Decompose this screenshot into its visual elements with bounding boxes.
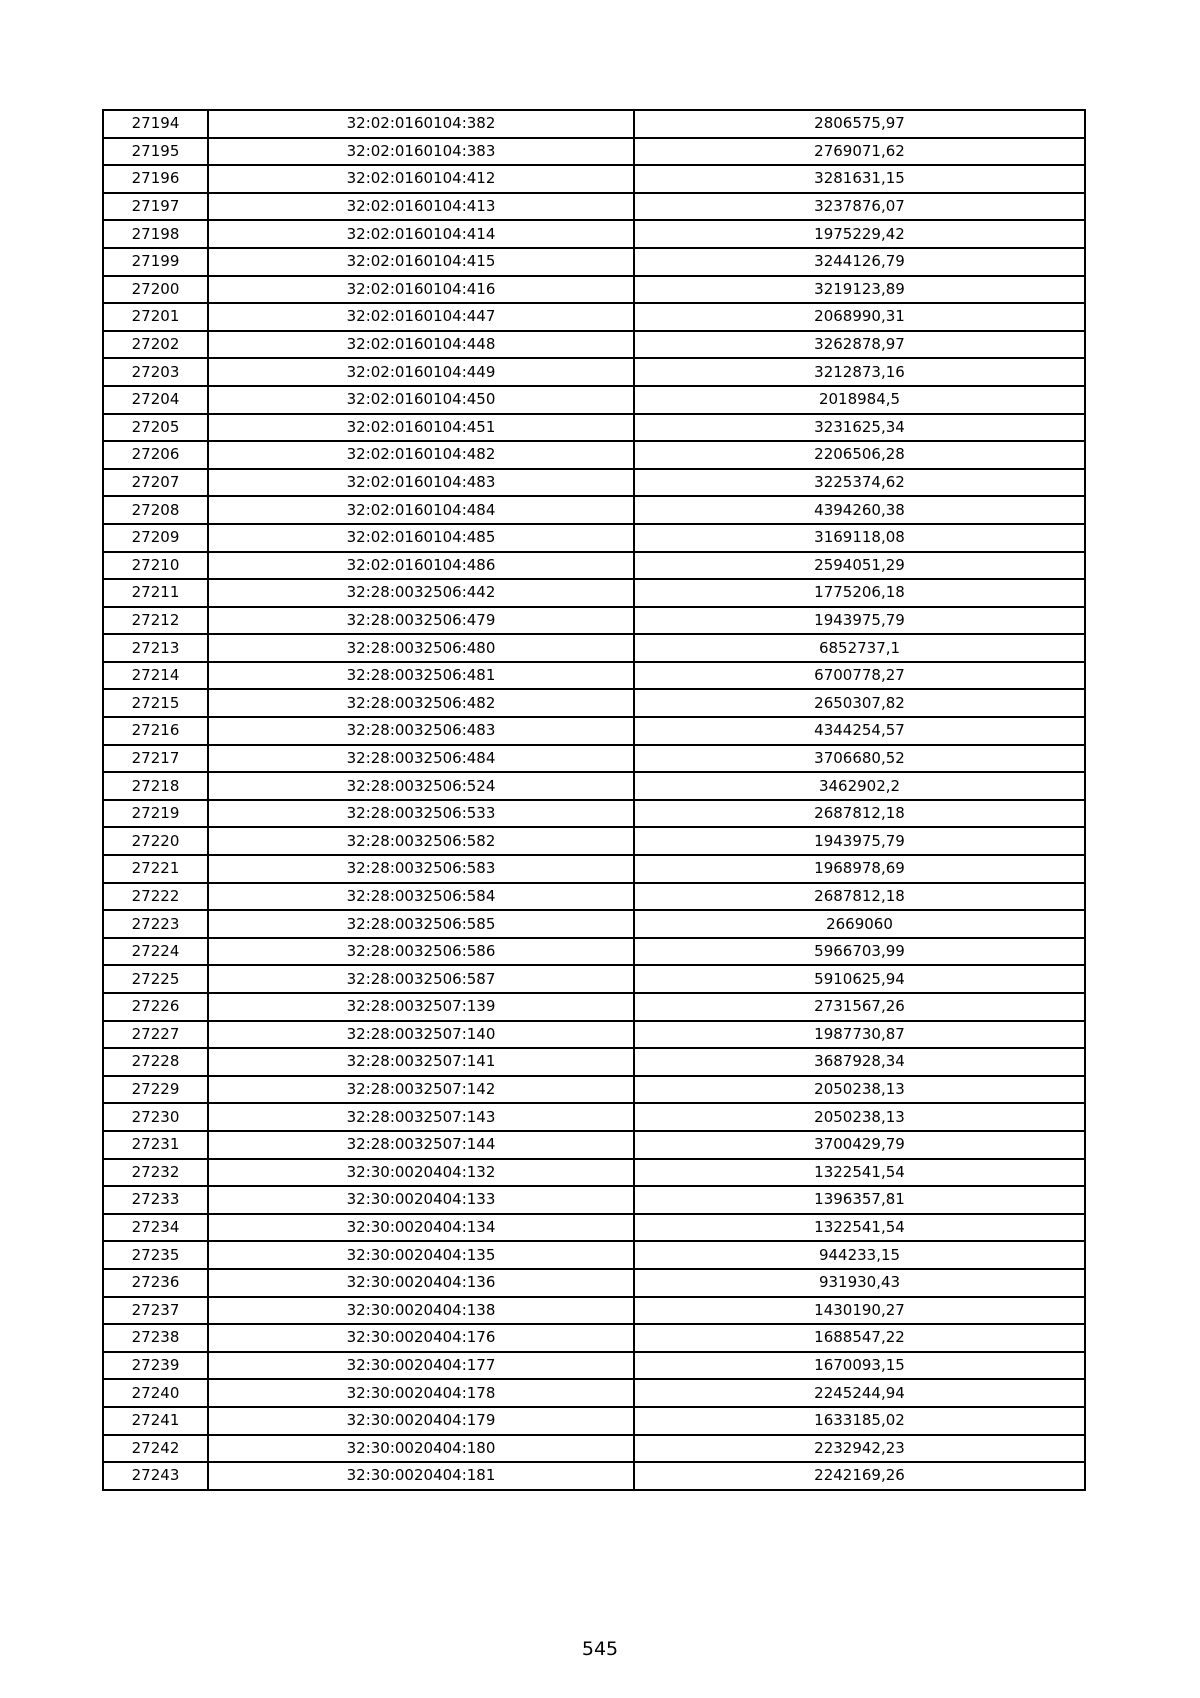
- table-row: [103, 1048, 1085, 1076]
- cadastral-value-cell: 2731567,26: [634, 993, 1085, 1021]
- cadastral-value-cell: 6700778,27: [634, 662, 1085, 690]
- row-number-cell: 27201: [103, 303, 208, 331]
- cadastral-number-cell: 32:30:0020404:176: [208, 1324, 634, 1352]
- cadastral-number-cell: 32:02:0160104:413: [208, 193, 634, 221]
- cadastral-value-cell: 4344254,57: [634, 717, 1085, 745]
- table-row: [103, 689, 1085, 717]
- table-row: [103, 552, 1085, 580]
- cadastral-value-cell: 2687812,18: [634, 883, 1085, 911]
- cadastral-number-cell: 32:28:0032507:142: [208, 1076, 634, 1104]
- cadastral-number-cell: 32:28:0032506:582: [208, 827, 634, 855]
- table-row: [103, 138, 1085, 166]
- row-number-cell: 27209: [103, 524, 208, 552]
- row-number-cell: 27240: [103, 1379, 208, 1407]
- table-row: [103, 938, 1085, 966]
- table-row: [103, 1324, 1085, 1352]
- table-row: [103, 1186, 1085, 1214]
- cadastral-number-cell: 32:28:0032507:141: [208, 1048, 634, 1076]
- cadastral-number-cell: 32:28:0032506:480: [208, 634, 634, 662]
- row-number-cell: 27228: [103, 1048, 208, 1076]
- cadastral-value-cell: 1688547,22: [634, 1324, 1085, 1352]
- row-number-cell: 27232: [103, 1159, 208, 1187]
- row-number-cell: 27224: [103, 938, 208, 966]
- row-number-cell: 27211: [103, 579, 208, 607]
- row-number-cell: 27233: [103, 1186, 208, 1214]
- cadastral-value-cell: 2594051,29: [634, 552, 1085, 580]
- cadastral-value-cell: 3212873,16: [634, 358, 1085, 386]
- row-number-cell: 27234: [103, 1214, 208, 1242]
- cadastral-value-cell: 1670093,15: [634, 1352, 1085, 1380]
- cadastral-value-table: [102, 109, 1086, 1491]
- cadastral-value-cell: 5910625,94: [634, 965, 1085, 993]
- cadastral-value-cell: 4394260,38: [634, 496, 1085, 524]
- cadastral-number-cell: 32:02:0160104:450: [208, 386, 634, 414]
- cadastral-number-cell: 32:02:0160104:451: [208, 414, 634, 442]
- table-row: [103, 883, 1085, 911]
- table-row: [103, 248, 1085, 276]
- cadastral-value-cell: 6852737,1: [634, 634, 1085, 662]
- cadastral-number-cell: 32:30:0020404:132: [208, 1159, 634, 1187]
- table-row: [103, 414, 1085, 442]
- cadastral-number-cell: 32:28:0032507:140: [208, 1021, 634, 1049]
- row-number-cell: 27238: [103, 1324, 208, 1352]
- cadastral-value-cell: 1975229,42: [634, 220, 1085, 248]
- cadastral-number-cell: 32:30:0020404:180: [208, 1435, 634, 1463]
- cadastral-value-cell: 3706680,52: [634, 745, 1085, 773]
- table-row: [103, 524, 1085, 552]
- cadastral-number-cell: 32:02:0160104:416: [208, 276, 634, 304]
- cadastral-number-cell: 32:28:0032506:585: [208, 910, 634, 938]
- table-row: [103, 1103, 1085, 1131]
- cadastral-number-cell: 32:30:0020404:178: [208, 1379, 634, 1407]
- cadastral-number-cell: 32:30:0020404:179: [208, 1407, 634, 1435]
- row-number-cell: 27210: [103, 552, 208, 580]
- row-number-cell: 27221: [103, 855, 208, 883]
- cadastral-number-cell: 32:02:0160104:383: [208, 138, 634, 166]
- row-number-cell: 27204: [103, 386, 208, 414]
- row-number-cell: 27229: [103, 1076, 208, 1104]
- table-row: [103, 220, 1085, 248]
- table-row: [103, 607, 1085, 635]
- row-number-cell: 27194: [103, 110, 208, 138]
- cadastral-value-cell: 1430190,27: [634, 1297, 1085, 1325]
- cadastral-value-cell: 3237876,07: [634, 193, 1085, 221]
- cadastral-number-cell: 32:02:0160104:447: [208, 303, 634, 331]
- cadastral-value-cell: 1943975,79: [634, 607, 1085, 635]
- row-number-cell: 27200: [103, 276, 208, 304]
- row-number-cell: 27203: [103, 358, 208, 386]
- cadastral-value-cell: 1322541,54: [634, 1214, 1085, 1242]
- cadastral-number-cell: 32:28:0032506:481: [208, 662, 634, 690]
- cadastral-number-cell: 32:30:0020404:135: [208, 1241, 634, 1269]
- cadastral-number-cell: 32:02:0160104:485: [208, 524, 634, 552]
- row-number-cell: 27236: [103, 1269, 208, 1297]
- cadastral-number-cell: 32:28:0032506:484: [208, 745, 634, 773]
- cadastral-value-cell: 2232942,23: [634, 1435, 1085, 1463]
- table-body: [103, 110, 1085, 1490]
- table-row: [103, 1297, 1085, 1325]
- table-row: [103, 276, 1085, 304]
- table-row: [103, 634, 1085, 662]
- cadastral-number-cell: 32:28:0032507:144: [208, 1131, 634, 1159]
- cadastral-value-cell: 2050238,13: [634, 1076, 1085, 1104]
- row-number-cell: 27207: [103, 469, 208, 497]
- cadastral-number-cell: 32:28:0032506:584: [208, 883, 634, 911]
- table-row: [103, 110, 1085, 138]
- cadastral-value-cell: 1987730,87: [634, 1021, 1085, 1049]
- row-number-cell: 27202: [103, 331, 208, 359]
- cadastral-value-cell: 1396357,81: [634, 1186, 1085, 1214]
- cadastral-number-cell: 32:28:0032506:442: [208, 579, 634, 607]
- cadastral-value-cell: 1633185,02: [634, 1407, 1085, 1435]
- table-row: [103, 496, 1085, 524]
- table-row: [103, 855, 1085, 883]
- cadastral-value-cell: 3231625,34: [634, 414, 1085, 442]
- row-number-cell: 27208: [103, 496, 208, 524]
- row-number-cell: 27243: [103, 1462, 208, 1490]
- cadastral-number-cell: 32:02:0160104:448: [208, 331, 634, 359]
- row-number-cell: 27199: [103, 248, 208, 276]
- cadastral-value-cell: 2669060: [634, 910, 1085, 938]
- cadastral-number-cell: 32:30:0020404:134: [208, 1214, 634, 1242]
- cadastral-number-cell: 32:28:0032506:524: [208, 772, 634, 800]
- row-number-cell: 27219: [103, 800, 208, 828]
- row-number-cell: 27216: [103, 717, 208, 745]
- cadastral-number-cell: 32:02:0160104:414: [208, 220, 634, 248]
- row-number-cell: 27237: [103, 1297, 208, 1325]
- cadastral-number-cell: 32:28:0032506:587: [208, 965, 634, 993]
- cadastral-value-cell: 2068990,31: [634, 303, 1085, 331]
- table-row: [103, 1214, 1085, 1242]
- cadastral-value-cell: 1775206,18: [634, 579, 1085, 607]
- cadastral-value-cell: 1968978,69: [634, 855, 1085, 883]
- cadastral-number-cell: 32:02:0160104:412: [208, 165, 634, 193]
- row-number-cell: 27215: [103, 689, 208, 717]
- row-number-cell: 27222: [103, 883, 208, 911]
- cadastral-value-cell: 3281631,15: [634, 165, 1085, 193]
- table-row: [103, 1462, 1085, 1490]
- cadastral-number-cell: 32:02:0160104:484: [208, 496, 634, 524]
- cadastral-number-cell: 32:02:0160104:415: [208, 248, 634, 276]
- table-row: [103, 331, 1085, 359]
- table-row: [103, 1269, 1085, 1297]
- page-number: 545: [581, 1638, 619, 1660]
- row-number-cell: 27241: [103, 1407, 208, 1435]
- cadastral-value-cell: 931930,43: [634, 1269, 1085, 1297]
- cadastral-value-cell: 2206506,28: [634, 441, 1085, 469]
- cadastral-number-cell: 32:28:0032506:586: [208, 938, 634, 966]
- table-row: [103, 772, 1085, 800]
- table-row: [103, 1076, 1085, 1104]
- cadastral-value-cell: 2245244,94: [634, 1379, 1085, 1407]
- row-number-cell: 27230: [103, 1103, 208, 1131]
- cadastral-value-cell: 1322541,54: [634, 1159, 1085, 1187]
- table-row: [103, 1407, 1085, 1435]
- table-row: [103, 1379, 1085, 1407]
- table-row: [103, 827, 1085, 855]
- cadastral-value-cell: 3169118,08: [634, 524, 1085, 552]
- cadastral-value-cell: 1943975,79: [634, 827, 1085, 855]
- row-number-cell: 27213: [103, 634, 208, 662]
- table-row: [103, 910, 1085, 938]
- row-number-cell: 27212: [103, 607, 208, 635]
- table-row: [103, 745, 1085, 773]
- cadastral-value-cell: 5966703,99: [634, 938, 1085, 966]
- cadastral-value-cell: 3462902,2: [634, 772, 1085, 800]
- table-row: [103, 1241, 1085, 1269]
- row-number-cell: 27231: [103, 1131, 208, 1159]
- table-row: [103, 579, 1085, 607]
- table-row: [103, 358, 1085, 386]
- row-number-cell: 27227: [103, 1021, 208, 1049]
- cadastral-value-cell: 3262878,97: [634, 331, 1085, 359]
- cadastral-number-cell: 32:02:0160104:482: [208, 441, 634, 469]
- cadastral-number-cell: 32:02:0160104:483: [208, 469, 634, 497]
- table-row: [103, 800, 1085, 828]
- row-number-cell: 27197: [103, 193, 208, 221]
- table-row: [103, 441, 1085, 469]
- table-row: [103, 193, 1085, 221]
- row-number-cell: 27214: [103, 662, 208, 690]
- cadastral-number-cell: 32:30:0020404:181: [208, 1462, 634, 1490]
- cadastral-value-cell: 3225374,62: [634, 469, 1085, 497]
- table-row: [103, 386, 1085, 414]
- table-row: [103, 1159, 1085, 1187]
- cadastral-number-cell: 32:02:0160104:382: [208, 110, 634, 138]
- row-number-cell: 27205: [103, 414, 208, 442]
- cadastral-number-cell: 32:28:0032506:583: [208, 855, 634, 883]
- cadastral-number-cell: 32:28:0032506:483: [208, 717, 634, 745]
- cadastral-number-cell: 32:28:0032507:139: [208, 993, 634, 1021]
- cadastral-value-cell: 2806575,97: [634, 110, 1085, 138]
- cadastral-number-cell: 32:28:0032506:533: [208, 800, 634, 828]
- row-number-cell: 27235: [103, 1241, 208, 1269]
- table-row: [103, 662, 1085, 690]
- cadastral-value-cell: 2050238,13: [634, 1103, 1085, 1131]
- table-row: [103, 965, 1085, 993]
- cadastral-value-cell: 3700429,79: [634, 1131, 1085, 1159]
- row-number-cell: 27217: [103, 745, 208, 773]
- cadastral-number-cell: 32:30:0020404:177: [208, 1352, 634, 1380]
- row-number-cell: 27225: [103, 965, 208, 993]
- table-row: [103, 1352, 1085, 1380]
- cadastral-value-cell: 3244126,79: [634, 248, 1085, 276]
- table-row: [103, 1435, 1085, 1463]
- cadastral-value-cell: 2650307,82: [634, 689, 1085, 717]
- cadastral-value-cell: 2242169,26: [634, 1462, 1085, 1490]
- cadastral-number-cell: 32:28:0032506:479: [208, 607, 634, 635]
- cadastral-value-cell: 2018984,5: [634, 386, 1085, 414]
- cadastral-number-cell: 32:28:0032506:482: [208, 689, 634, 717]
- table-row: [103, 993, 1085, 1021]
- row-number-cell: 27239: [103, 1352, 208, 1380]
- table-row: [103, 1021, 1085, 1049]
- table-row: [103, 303, 1085, 331]
- row-number-cell: 27242: [103, 1435, 208, 1463]
- row-number-cell: 27220: [103, 827, 208, 855]
- cadastral-number-cell: 32:30:0020404:138: [208, 1297, 634, 1325]
- row-number-cell: 27223: [103, 910, 208, 938]
- row-number-cell: 27196: [103, 165, 208, 193]
- cadastral-value-cell: 944233,15: [634, 1241, 1085, 1269]
- cadastral-value-cell: 2769071,62: [634, 138, 1085, 166]
- cadastral-value-cell: 3219123,89: [634, 276, 1085, 304]
- cadastral-value-cell: 2687812,18: [634, 800, 1085, 828]
- cadastral-number-cell: 32:28:0032507:143: [208, 1103, 634, 1131]
- cadastral-number-cell: 32:02:0160104:486: [208, 552, 634, 580]
- row-number-cell: 27198: [103, 220, 208, 248]
- row-number-cell: 27218: [103, 772, 208, 800]
- table-row: [103, 1131, 1085, 1159]
- cadastral-value-cell: 3687928,34: [634, 1048, 1085, 1076]
- row-number-cell: 27195: [103, 138, 208, 166]
- table-row: [103, 165, 1085, 193]
- cadastral-number-cell: 32:30:0020404:133: [208, 1186, 634, 1214]
- cadastral-number-cell: 32:02:0160104:449: [208, 358, 634, 386]
- row-number-cell: 27206: [103, 441, 208, 469]
- cadastral-number-cell: 32:30:0020404:136: [208, 1269, 634, 1297]
- table-row: [103, 469, 1085, 497]
- row-number-cell: 27226: [103, 993, 208, 1021]
- table-row: [103, 717, 1085, 745]
